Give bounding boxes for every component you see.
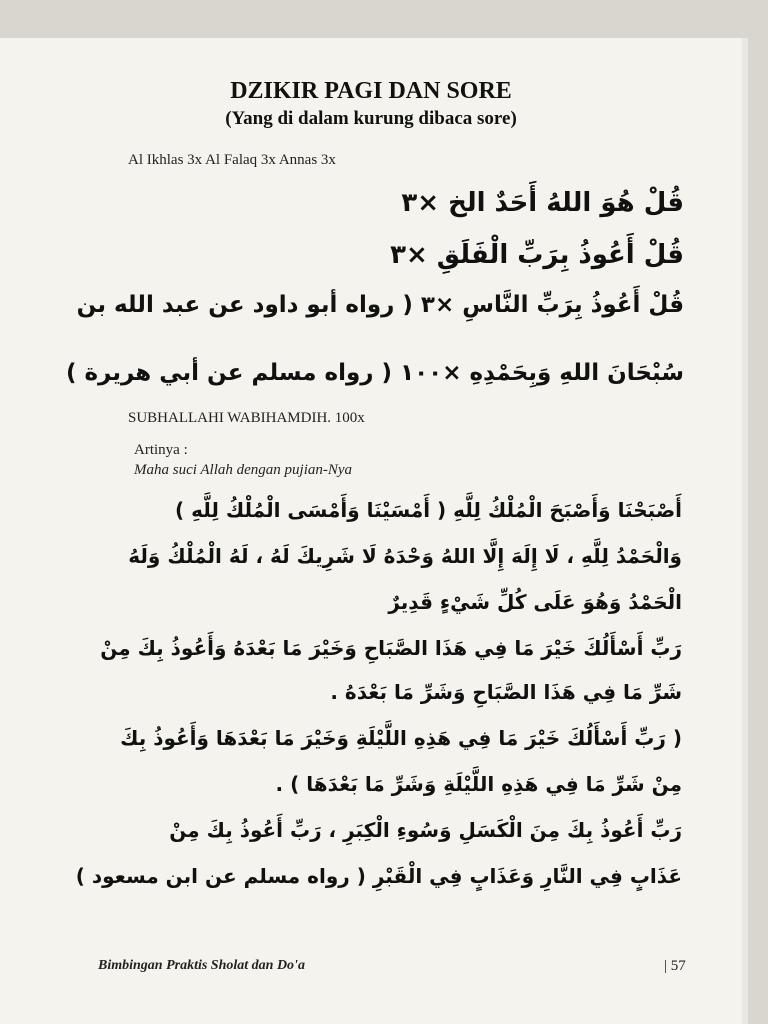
page-subtitle: (Yang di dalam kurung dibaca sore): [225, 108, 517, 129]
dua-line: الْحَمْدُ وَهُوَ عَلَى كُلِّ شَيْءٍ قَدِيرٌ: [388, 590, 682, 614]
dua-line: ( رَبِّ أَسْأَلُكَ خَيْرَ مَا فِي هَذِهِ اللَّيْلَةِ وَخَيْرَ مَا بَعْدَهَا وَأَعُوذُ بِكَ: [120, 726, 682, 750]
surah-line-nas: قُلْ أَعُوذُ بِرَبِّ النَّاسِ ×٣ ( رواه أبو داود عن عبد الله بن: [76, 292, 684, 318]
footer-book-title: Bimbingan Praktis Sholat dan Do'a: [98, 958, 305, 973]
page-number: | 57: [664, 958, 686, 974]
dua-line: أَصْبَحْنَا وَأَصْبَحَ الْمُلْكُ لِلَّهِ ( أَمْسَيْنَا وَأَمْسَى الْمُلْكُ لِلَّهِ ): [175, 498, 682, 522]
dua-line: وَالْحَمْدُ لِلَّهِ ، لَا إِلَهَ إِلَّا اللهُ وَحْدَهُ لَا شَرِيكَ لَهُ ، لَهُ الْمُلْكُ وَلَهُ: [128, 544, 682, 568]
surah-line-ikhlas: قُلْ هُوَ اللهُ أَحَدٌ الخ ×٣: [401, 188, 684, 218]
book-page: [0, 38, 748, 1024]
tasbih-latin: SUBHALLAHI WABIHAMDIH. 100x: [128, 410, 365, 426]
meaning-label: Artinya :: [134, 442, 188, 458]
tasbih-arabic: سُبْحَانَ اللهِ وَبِحَمْدِهِ ×١٠٠ ( رواه مسلم عن أبي هريرة ): [65, 360, 684, 386]
intro-note: Al Ikhlas 3x Al Falaq 3x Annas 3x: [128, 152, 336, 168]
dua-line: عَذَابٍ فِي النَّارِ وَعَذَابٍ فِي الْقَبْرِ ( رواه مسلم عن ابن مسعود ): [75, 864, 682, 888]
meaning-text: Maha suci Allah dengan pujian-Nya: [134, 462, 353, 478]
page-title: DZIKIR PAGI DAN SORE: [230, 78, 512, 104]
dua-line: شَرِّ مَا فِي هَذَا الصَّبَاحِ وَشَرِّ مَا بَعْدَهُ .: [330, 680, 682, 704]
surah-line-falaq: قُلْ أَعُوذُ بِرَبِّ الْفَلَقِ ×٣: [390, 240, 684, 270]
dua-line: رَبِّ أَعُوذُ بِكَ مِنَ الْكَسَلِ وَسُوءِ الْكِبَرِ ، رَبِّ أَعُوذُ بِكَ مِنْ: [169, 818, 682, 842]
dua-line: رَبِّ أَسْأَلُكَ خَيْرَ مَا فِي هَذَا الصَّبَاحِ وَخَيْرَ مَا بَعْدَهُ وَأَعُوذُ بِكَ مِنْ: [100, 636, 682, 660]
dua-line: مِنْ شَرِّ مَا فِي هَذِهِ اللَّيْلَةِ وَشَرِّ مَا بَعْدَهَا ) .: [275, 772, 682, 796]
